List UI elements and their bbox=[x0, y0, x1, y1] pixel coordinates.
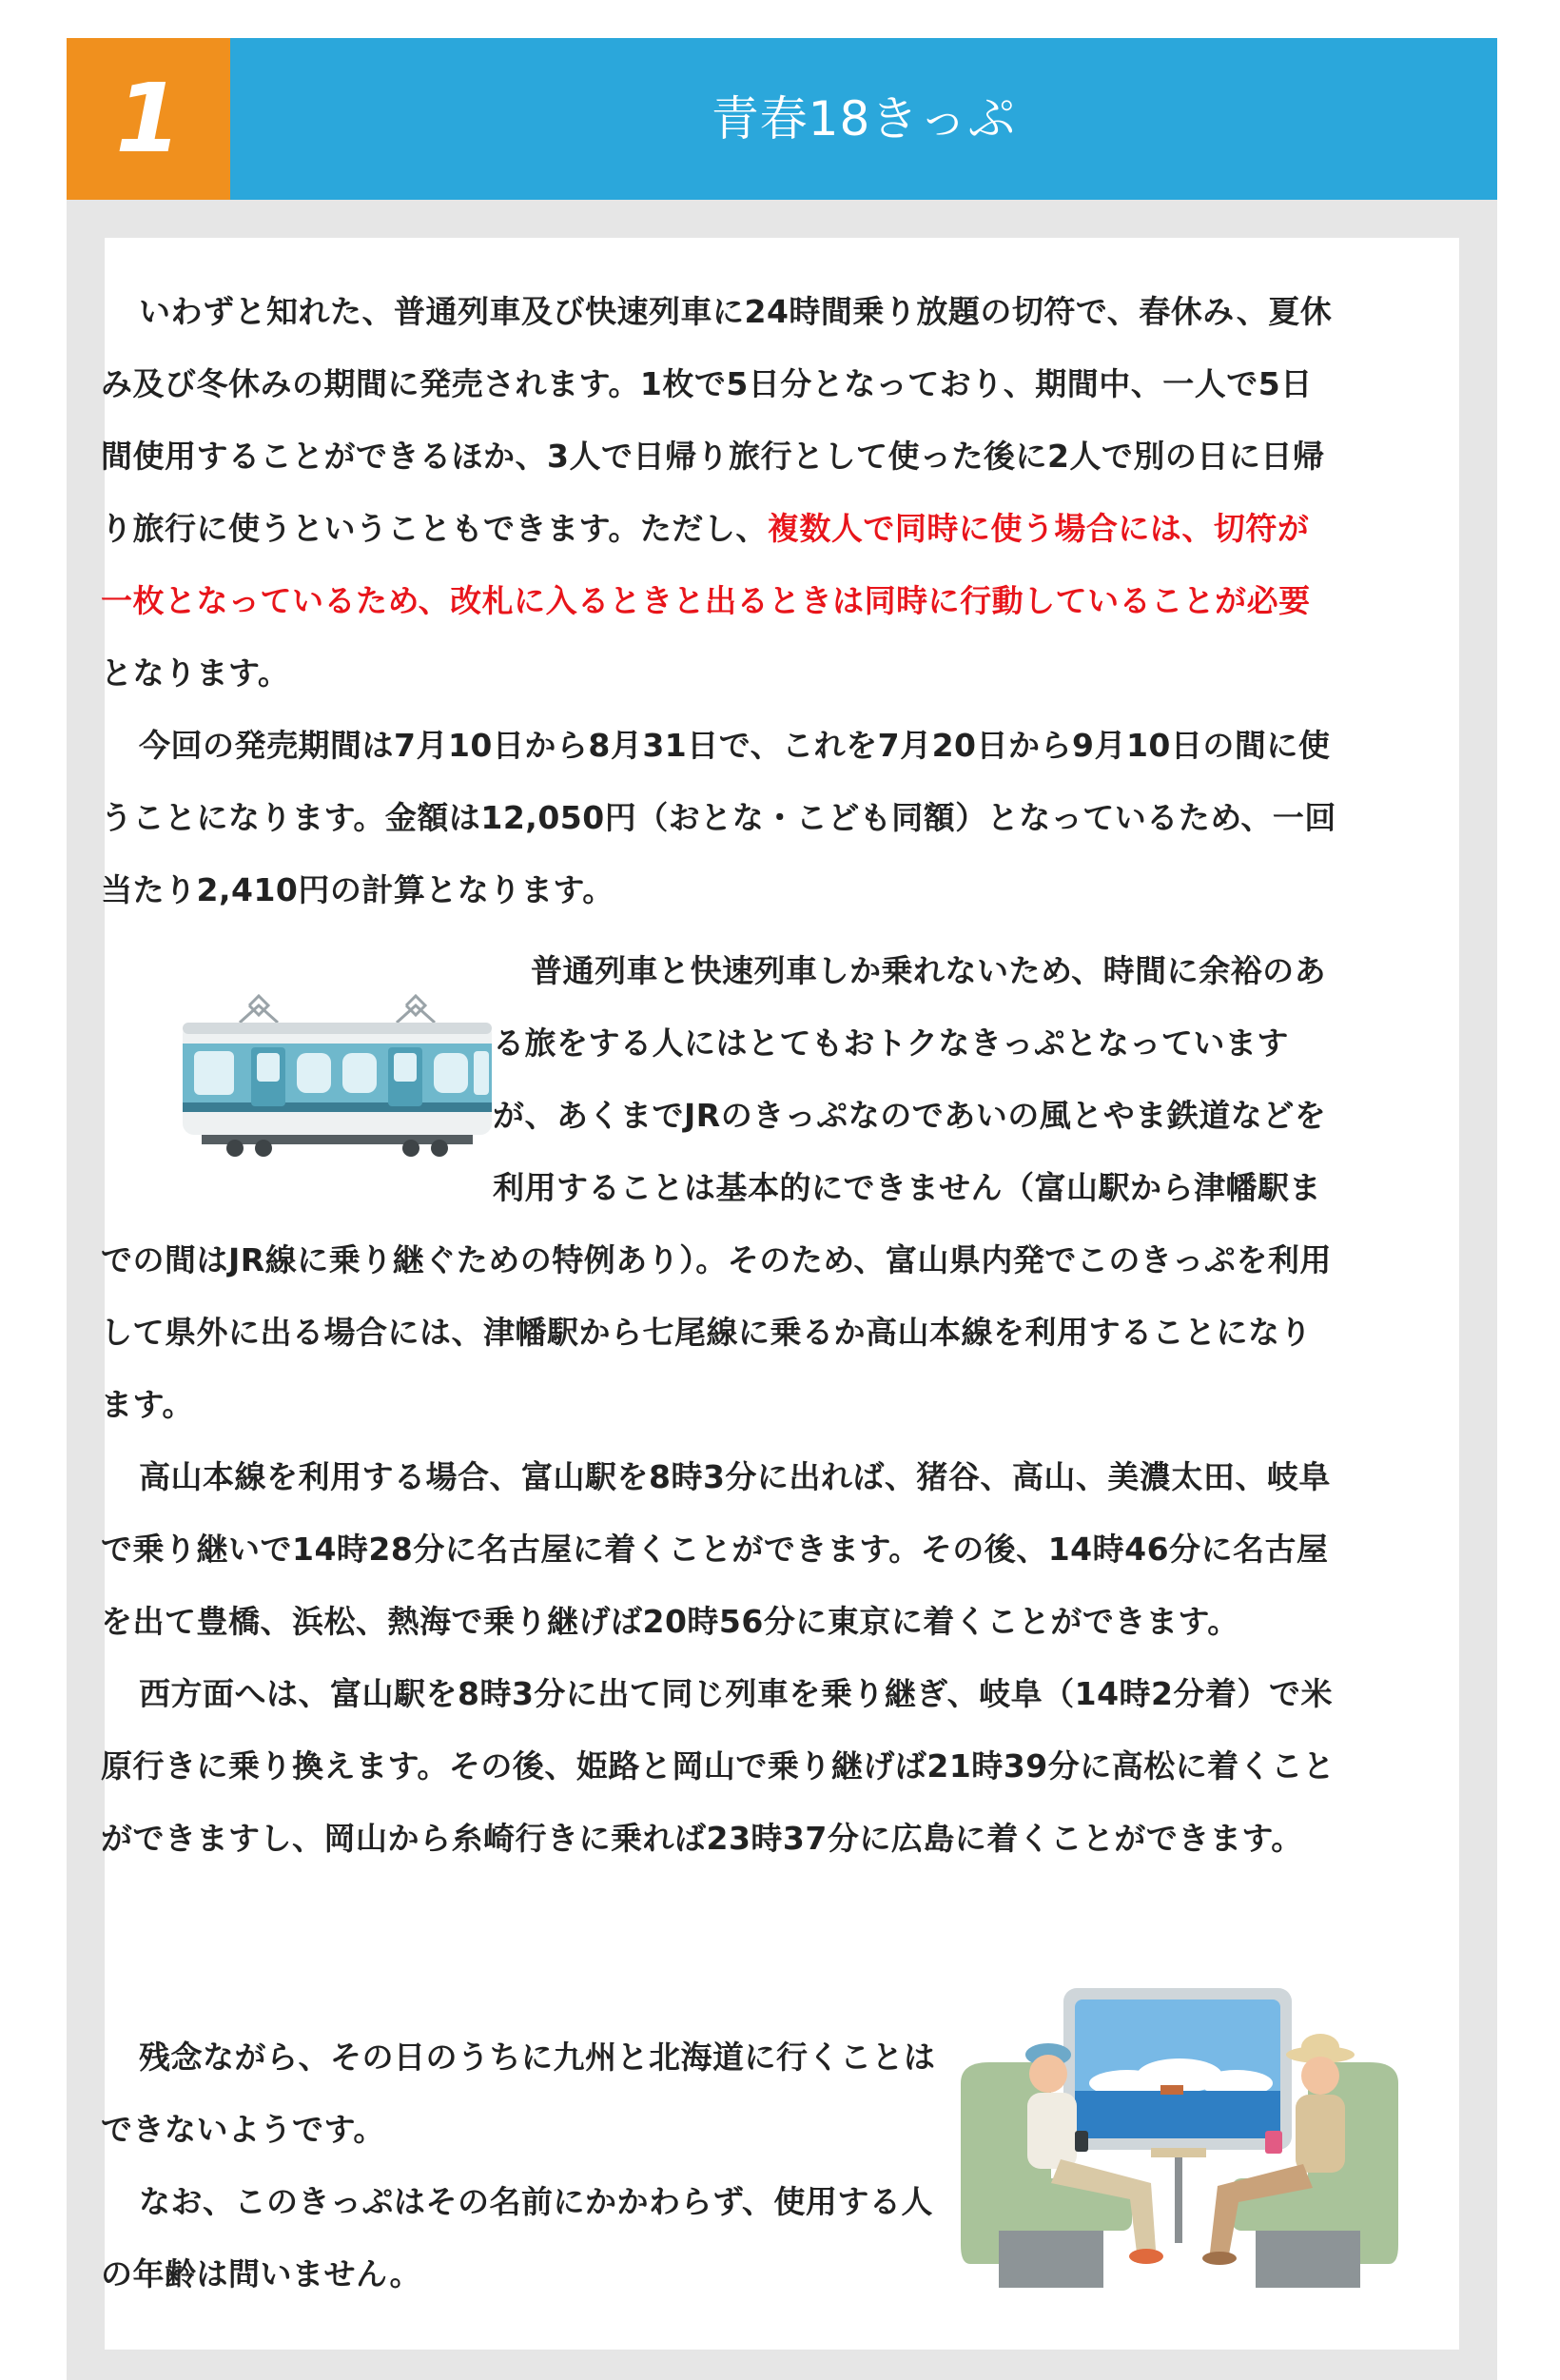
paragraph-2: 今回の発売期間は7月10日から8月31日で、これを7月20日から9月10日の間に使うことになります。金額は12,050円（おとな・こども同額）となっているため、一回当たり2,410円の計算となります。 bbox=[101, 727, 1336, 908]
paragraph-3: 普通列車と快速列車しか乗れないため、時間に余裕のある旅をする人にはとてもおトクなきっぷとなっていますが、あくまでJRのきっぷなのであいの風とやま鉄道などを利用することは基本的にできません（富山駅から津幡駅までの間はJR線に乗り継ぐための特例あり）。そのため、富山県内発でこのきっぷを利用して県外に出る場合には、津幡駅から七尾線に乗るか高山本線を利用することになります。 bbox=[101, 952, 1332, 1423]
section-number: 1 bbox=[67, 38, 230, 200]
paragraph-1-highlight: 複数人で同時に使う場合には、切符が一枚となっているため、改札に入るときと出るときは同時に行動していることが必要 bbox=[101, 510, 1311, 619]
paragraph-1 bbox=[101, 276, 1337, 710]
paragraph-6: 残念ながら、その日のうちに九州と北海道に行くことはできないようです。 bbox=[101, 2039, 936, 2148]
section-header bbox=[67, 38, 1497, 200]
paragraph-1-tail: となります。 bbox=[101, 654, 290, 692]
paragraph-4: 高山本線を利用する場合、富山駅を8時3分に出れば、猪谷、高山、美濃太田、岐阜で乗り継いで14時28分に名古屋に着くことができます。その後、14時46分に名古屋を出て豊橋、浜松、熱海で乗り継げば20時56分に東京に着くことができます。 bbox=[101, 1458, 1331, 1640]
article-text-bottom bbox=[101, 2021, 938, 2311]
paragraph-1-text: いわずと知れた、普通列車及び快速列車に24時間乗り放題の切符で、春休み、夏休み及び冬休みの期間に発売されます。1枚で5日分となっており、期間中、一人で5日間使用することができるほか、3人で日帰り旅行として使った後に2人で別の日に日帰り旅行に使うということもできます。ただし、 bbox=[101, 293, 1333, 547]
passengers-illustration bbox=[961, 1988, 1398, 2292]
paragraph-5: 西方面へは、富山駅を8時3分に出て同じ列車を乗り継ぎ、岐阜（14時2分着）で米原行きに乗り換えます。その後、姫路と岡山で乗り継げば21時39分に高松に着くことができますし、岡山から糸崎行きに乗れば23時37分に広島に着くことができます。 bbox=[101, 1675, 1336, 1857]
section-title: 青春18きっぷ bbox=[230, 38, 1497, 200]
article-text-top bbox=[101, 276, 1337, 927]
paragraph-7: なお、このきっぷはその名前にかかわらず、使用する人の年齢は問いません。 bbox=[101, 2183, 933, 2292]
train-illustration bbox=[183, 985, 492, 1161]
